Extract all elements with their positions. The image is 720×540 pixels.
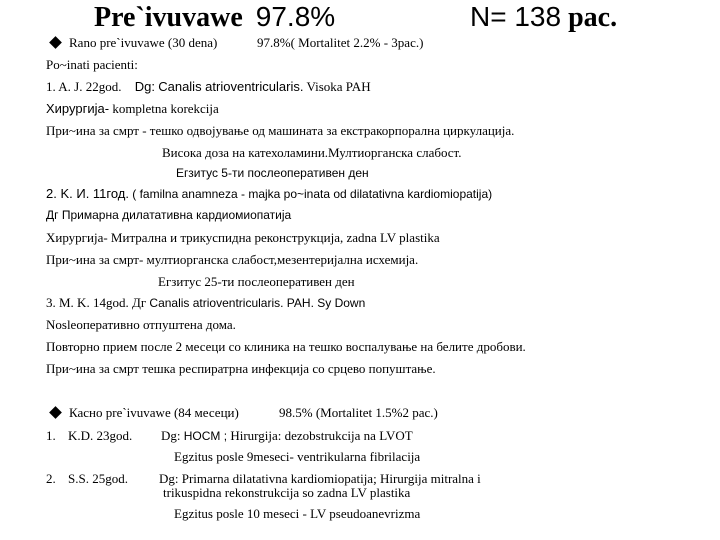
late-case2-patient: S.S. 25god.	[68, 471, 128, 486]
case2-family-history: ( familna anamneza - majka po~inata od dilatativna kardiomiopatija)	[132, 187, 493, 201]
diamond-bullet-icon	[49, 406, 62, 419]
late-case1-line2: Egzitus posle 9meseci- ventrikularna fibrilacija	[174, 449, 421, 464]
case3-line2: Nosleoперативно отпуштена дома.	[46, 317, 236, 332]
late-case2-num: 2.	[46, 471, 56, 486]
case3-line1	[46, 295, 365, 311]
patient-count-unit: pac.	[568, 2, 618, 33]
case1-surgery-label: Хирургија-	[46, 101, 110, 116]
case1-dg-label: Dg:	[134, 79, 155, 94]
deceased-heading: Po~inati pacienti:	[46, 57, 138, 72]
case1-line3: При~ина за смрт - тешко одвојување од машината за екстракорпорална циркулација.	[46, 123, 515, 138]
late-case1-line1	[161, 428, 413, 444]
late-case1-num: 1.	[46, 428, 56, 443]
late-case1-diagnosis: HOCM ;	[183, 429, 228, 443]
case2-line4: При~ина за смрт- мултиорганска слабост,мезентеријална исхемија.	[46, 252, 419, 267]
late-case2-line3: Egzitus posle 10 meseci - LV pseudoanevrizma	[174, 506, 421, 521]
case2-line2: Дг Примарна дилатативна кардиомиопатија	[46, 208, 292, 222]
patient-count	[470, 2, 617, 33]
early-survival-label: Rano pre`ivuvawe (30 dena)	[69, 35, 218, 50]
case2-patient: 2. K. И. 11год.	[46, 186, 130, 201]
case3-patient: 3. M. K. 14god. Дг	[46, 295, 147, 310]
case2-line1	[46, 186, 492, 202]
case1-line4: Висока доза на катехоламини.Мултиорганска слабост.	[162, 145, 462, 160]
late-case2-line2: trikuspidna rekonstrukcija so zadna LV plastika	[163, 485, 411, 500]
case3-line3: Повторно прием после 2 месеци со клиника на тешко воспалување на белите дробови.	[46, 339, 526, 354]
case3-diagnosis: Canalis atrioventricularis. PAH. Sy Down	[149, 296, 366, 310]
case1-patient: 1. A. J. 22god.	[46, 79, 122, 94]
case3-line4: При~ина за смрт тешка респиратрна инфекција со срцево попуштање.	[46, 361, 436, 376]
page-title	[94, 2, 335, 33]
early-survival-stats: 97.8%( Mortalitet 2.2% - 3pac.)	[257, 35, 424, 50]
late-case1-surgery: Hirurgija: dezobstrukcija na LVOT	[230, 428, 413, 443]
case1-line1	[46, 79, 371, 94]
case1-surgery: kompletna korekcija	[112, 101, 219, 116]
case1-pah: Visoka PAH	[306, 79, 371, 94]
late-survival-stats: 98.5% (Mortalitet 1.5%2 pac.)	[279, 405, 438, 420]
patient-count-label: N= 138	[470, 1, 562, 32]
late-case1-patient: K.D. 23god.	[68, 428, 133, 443]
case1-line5: Егзитус 5-ти послеоперативен ден	[176, 166, 369, 180]
case2-line5: Егзитус 25-ти послеоперативен ден	[158, 274, 355, 289]
title-percent: 97.8%	[255, 1, 336, 32]
late-case2-line1: Dg: Primarna dilatativna kardiomiopatija; Hirurgija mitralna i	[159, 471, 481, 486]
case1-diagnosis: Canalis atrioventricularis.	[158, 79, 304, 94]
late-survival-label: Касно pre`ivuvawe (84 месеци)	[69, 405, 239, 420]
case2-line3: Хирургија- Митрална и трикуспидна реконструкција, zadna LV plastika	[46, 230, 440, 245]
late-case1-dg-label: Dg:	[161, 428, 181, 443]
case1-line2	[46, 101, 219, 116]
title-word: Pre`ivuvawe	[94, 2, 243, 33]
diamond-bullet-icon	[49, 36, 62, 49]
